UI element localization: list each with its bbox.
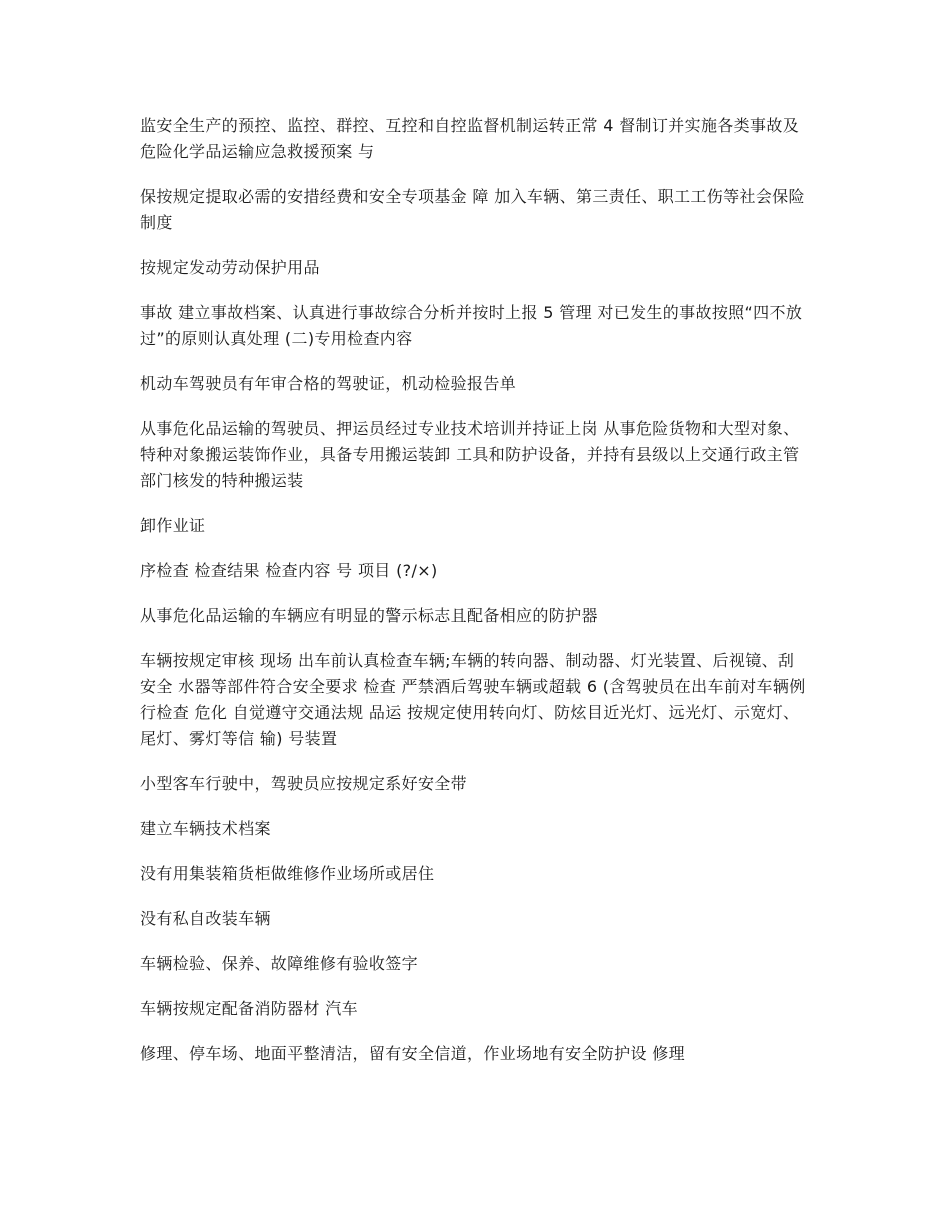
paragraph-15: 车辆检验、保养、故障维修有验收签字 — [140, 954, 418, 973]
paragraph-5: 机动车驾驶员有年审合格的驾驶证，机动检验报告单 — [140, 374, 517, 393]
paragraph-4: 事故 建立事故档案、认真进行事故综合分析并按时上报 5 管理 对已发生的事故按照“四不放过”的原则认真处理 (二)专用检查内容 — [140, 303, 803, 348]
paragraph-12: 建立车辆技术档案 — [140, 819, 271, 838]
paragraph-2: 保按规定提取必需的安措经费和安全专项基金 障 加入车辆、第三责任、职工工伤等社会保险制度 — [140, 187, 805, 232]
paragraph-13: 没有用集装箱货柜做维修作业场所或居住 — [140, 864, 435, 883]
paragraph-11: 小型客车行驶中，驾驶员应按规定系好安全带 — [140, 774, 468, 793]
paragraph-7: 卸作业证 — [140, 516, 206, 535]
paragraph-16: 车辆按规定配备消防器材 汽车 — [140, 999, 358, 1018]
paragraph-17: 修理、停车场、地面平整清洁，留有安全信道，作业场地有安全防护设 修理 — [140, 1044, 685, 1063]
paragraph-14: 没有私自改装车辆 — [140, 909, 271, 928]
document-page — [140, 113, 812, 1086]
paragraph-6: 从事危化品运输的驾驶员、押运员经过专业技术培训并持证上岗 从事危险货物和大型对象、特种对象搬运装饰作业，具备专用搬运装卸 工具和防护设备，并持有县级以上交通行政主管部门核发的特种搬运装 — [140, 419, 800, 490]
paragraph-10: 车辆按规定审核 现场 出车前认真检查车辆;车辆的转向器、制动器、灯光装置、后视镜、刮 安全 水器等部件符合安全要求 检查 严禁酒后驾驶车辆或超载 6 (含驾驶员在出车前对车辆例行检查 危化 自觉遵守交通法规 品运 按规定使用转向灯、防炫目近光灯、远光灯、示宽灯、尾灯、雾灯等信 输) 号装置 — [140, 651, 806, 748]
paragraph-8: 序检查 检查结果 检查内容 号 项目 (?/×) — [140, 561, 438, 580]
paragraph-3: 按规定发动劳动保护用品 — [140, 258, 320, 277]
paragraph-9: 从事危化品运输的车辆应有明显的警示标志且配备相应的防护器 — [140, 606, 598, 625]
paragraph-1: 监安全生产的预控、监控、群控、互控和自控监督机制运转正常 4 督制订并实施各类事故及危险化学品运输应急救援预案 与 — [140, 116, 800, 161]
